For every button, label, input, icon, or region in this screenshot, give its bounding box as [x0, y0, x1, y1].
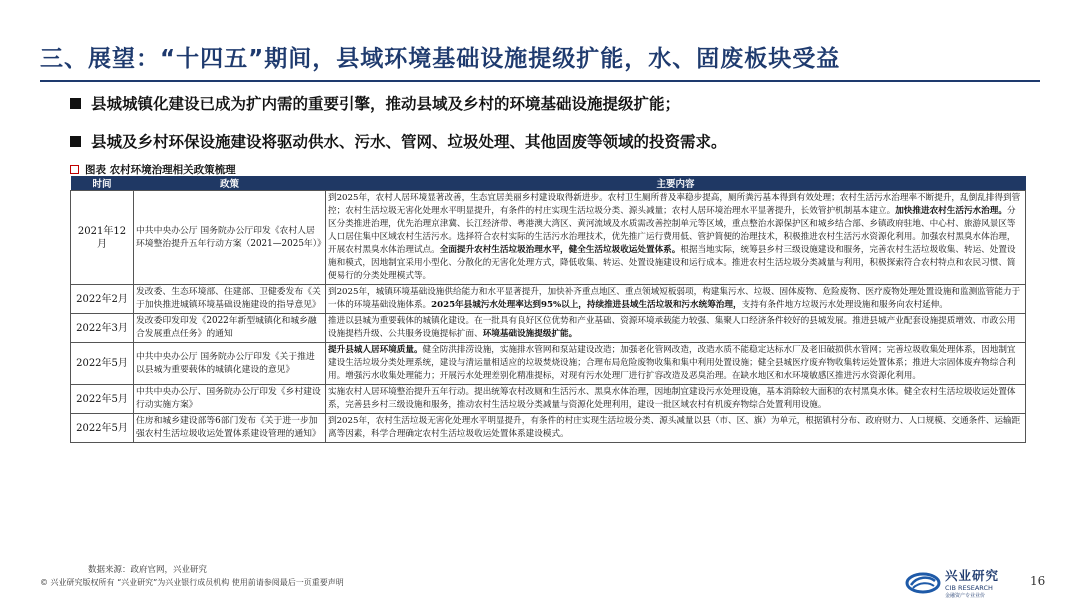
data-source: 数据来源：政府官网，兴业研究 [88, 565, 208, 575]
policy-table [70, 176, 1026, 443]
page-title: 三、展望：“十四五”期间，县域环境基础设施提级扩能，水、固废板块受益 [40, 46, 841, 72]
cib-logo-icon [905, 572, 941, 594]
header-content: 主要内容 [326, 176, 1026, 191]
cell-policy: 中共中央办公厅 国务院办公厅印发《关于推进以县城为重要载体的城镇化建设的意见》 [134, 343, 326, 385]
content-text: 健全防洪排涝设施，实施排水管网和泵站建设改造；加强老化管网改造，改造水质不能稳定达标水厂及老旧破损供水管网；完善垃圾收集处理体系，因地制宜建设生活垃圾分类处理系统，建设与清运量相适应的垃圾焚烧设施；合理布局危险废物收集和集中利用处置设施；健全县城医疗废弃物收集转运处置体系；推进大宗固体废弃物综合利用。增强污水收集处理能力；开展污水处理差别化精准提标，对现有污水处理厂进行扩容改造及恶臭治理。在缺水地区和水环境敏感区推进污水资源化利用。 [328, 345, 1016, 381]
cell-time: 2022年2月 [71, 285, 134, 314]
header-policy: 政策 [134, 176, 326, 191]
square-bullet-icon [70, 98, 81, 109]
content-text: 分区分类推进治理，优先治理京津冀、长江经济带、粤港澳大湾区、黄河流域及水质需改善控制单元等区域，重点整治水源保护区和城乡结合部、乡镇政府驻地、中心村、旅游风景区等人口居住集中区域农村生活污水。选择符合农村实际的生活污水治理技术，优先推广运行费用低、管护简便的治理技术，积极推进农村生活污水资源化利用。加强农村黑臭水体治理，开展农村黑臭水体治理试点。 [328, 206, 1016, 255]
cell-policy: 住房和城乡建设部等6部门发布《关于进一步加强农村生活垃圾收运处置体系建设管理的通知》 [134, 414, 326, 443]
bullet-1 [70, 92, 680, 114]
copyright-notice: © 兴业研究版权所有 “兴业研究”为兴业银行成员机构 使用前请参阅最后一页重要声明 [40, 578, 344, 587]
cell-time: 2022年5月 [71, 414, 134, 443]
cell-content [326, 385, 1026, 414]
figure-label-text: 图表 农村环境治理相关政策梳理 [85, 164, 236, 176]
cell-content [326, 285, 1026, 314]
table-row [71, 414, 1026, 443]
table-row [71, 314, 1026, 343]
square-bullet-icon [70, 136, 81, 147]
content-text: 到2025年，农村生活垃圾无害化处理水平明显提升，有条件的村庄实现生活垃圾分类、源头减量以县（市、区、旗）为单元，根据镇村分布、政府财力、人口规模、交通条件、运输距离等因素，科学合理确定农村生活垃圾收运处置体系建设模式。 [328, 416, 1021, 439]
content-text: 到2025年，农村人居环境显著改善，生态宜居美丽乡村建设取得新进步。农村卫生厕所普及率稳步提高，厕所粪污基本得到有效处理；农村生活污水治理率不断提升，乱倒乱排得到管控；农村生活垃圾无害化处理水平明显提升，有条件的村庄实现生活垃圾分类、源头减量；农村人居环境治理水平显著提升，长效管护机制基本建立。 [328, 193, 1021, 216]
cell-time: 2022年3月 [71, 314, 134, 343]
bullet-2 [70, 130, 727, 152]
cell-time: 2022年5月 [71, 343, 134, 385]
cell-policy: 中共中央办公厅、国务院办公厅印发《乡村建设行动实施方案》 [134, 385, 326, 414]
cell-content [326, 314, 1026, 343]
cell-content [326, 414, 1026, 443]
content-emphasis: 2025年县城污水处理率达到95%以上，持续推进县域生活垃圾和污水统筹治理， [431, 300, 742, 310]
logo-sub: 金融资产专业业价 [945, 593, 986, 599]
cell-time: 2022年5月 [71, 385, 134, 414]
red-box-icon [70, 165, 79, 174]
content-emphasis: 提升县城人居环境质量。 [328, 345, 423, 355]
table-row [71, 385, 1026, 414]
content-text: 根据当地实际，统筹县乡村三级设施建设和服务，完善农村生活垃圾收集、转运、处置设施和模式，因地制宜采用小型化、分散化的无害化处理方式，降低收集、转运、处置设施建设和运行成本。推进农村生活垃圾分类减量与利用，积极探索符合农村特点和农民习惯、简便易行的分类处理模式等。 [328, 245, 1016, 281]
header-time: 时间 [71, 176, 134, 191]
content-text: 到2025年，城镇环境基础设施供给能力和水平显著提升，加快补齐重点地区、重点领域短板弱项，构建集污水、垃圾、固体废物、危险废物、医疗废物处理处置设施和监测监管能力于一体的环境基础设施体系。 [328, 287, 1021, 310]
content-text: 实施农村人居环境整治提升五年行动。提出统筹农村改厕和生活污水、黑臭水体治理，因地制宜建设污水处理设施，基本消除较大面积的农村黑臭水体。健全农村生活垃圾收运处置体系，完善县乡村三级设施和服务，推动农村生活垃圾分类减量与资源化处理利用，建设一批区域农村有机废弃物综合处置利用设施。 [328, 387, 1016, 410]
content-text: 推进以县城为重要载体的城镇化建设。在一批具有良好区位优势和产业基础、资源环境承载能力较强、集聚人口经济条件较好的县城发展。推进县城产业配套设施提质增效、市政公用设施提档升级、公共服务设施提标扩面、 [328, 316, 1016, 339]
logo-en: CIB RESEARCH [945, 584, 993, 592]
cell-time: 2021年12月 [71, 191, 134, 285]
cib-research-logo [905, 566, 999, 599]
content-emphasis: 加快推进农村生活污水治理。 [895, 206, 1007, 216]
content-emphasis: 全面提升农村生活垃圾治理水平，健全生活垃圾收运处置体系。 [439, 245, 681, 255]
logo-cn: 兴业研究 [945, 568, 1000, 583]
bullet-1-text: 县城城镇化建设已成为扩内需的重要引擎，推动县域及乡村的环境基础设施提级扩能； [91, 95, 681, 113]
cell-policy: 发改委、生态环境部、住建部、卫健委发布《关于加快推进城镇环境基础设施建设的指导意见》 [134, 285, 326, 314]
bullet-2-text: 县城及乡村环保设施建设将驱动供水、污水、管网、垃圾处理、其他固废等领域的投资需求。 [91, 133, 727, 151]
table-row [71, 285, 1026, 314]
table-row [71, 343, 1026, 385]
cell-policy: 中共中央办公厅 国务院办公厅印发《农村人居环境整治提升五年行动方案（2021—2025年）》 [134, 191, 326, 285]
title-divider [40, 80, 1040, 82]
content-text: 支持有条件地方垃圾污水处理设施和服务向农村延伸。 [741, 300, 948, 310]
content-emphasis: 环境基础设施提级扩能。 [482, 329, 578, 339]
cell-policy: 发改委印发印发《2022年新型城镇化和城乡融合发展重点任务》的通知 [134, 314, 326, 343]
figure-label [70, 162, 236, 177]
table-row [71, 191, 1026, 285]
cell-content [326, 191, 1026, 285]
table-header-row [71, 176, 1026, 191]
cell-content [326, 343, 1026, 385]
page-number: 16 [1030, 574, 1046, 588]
